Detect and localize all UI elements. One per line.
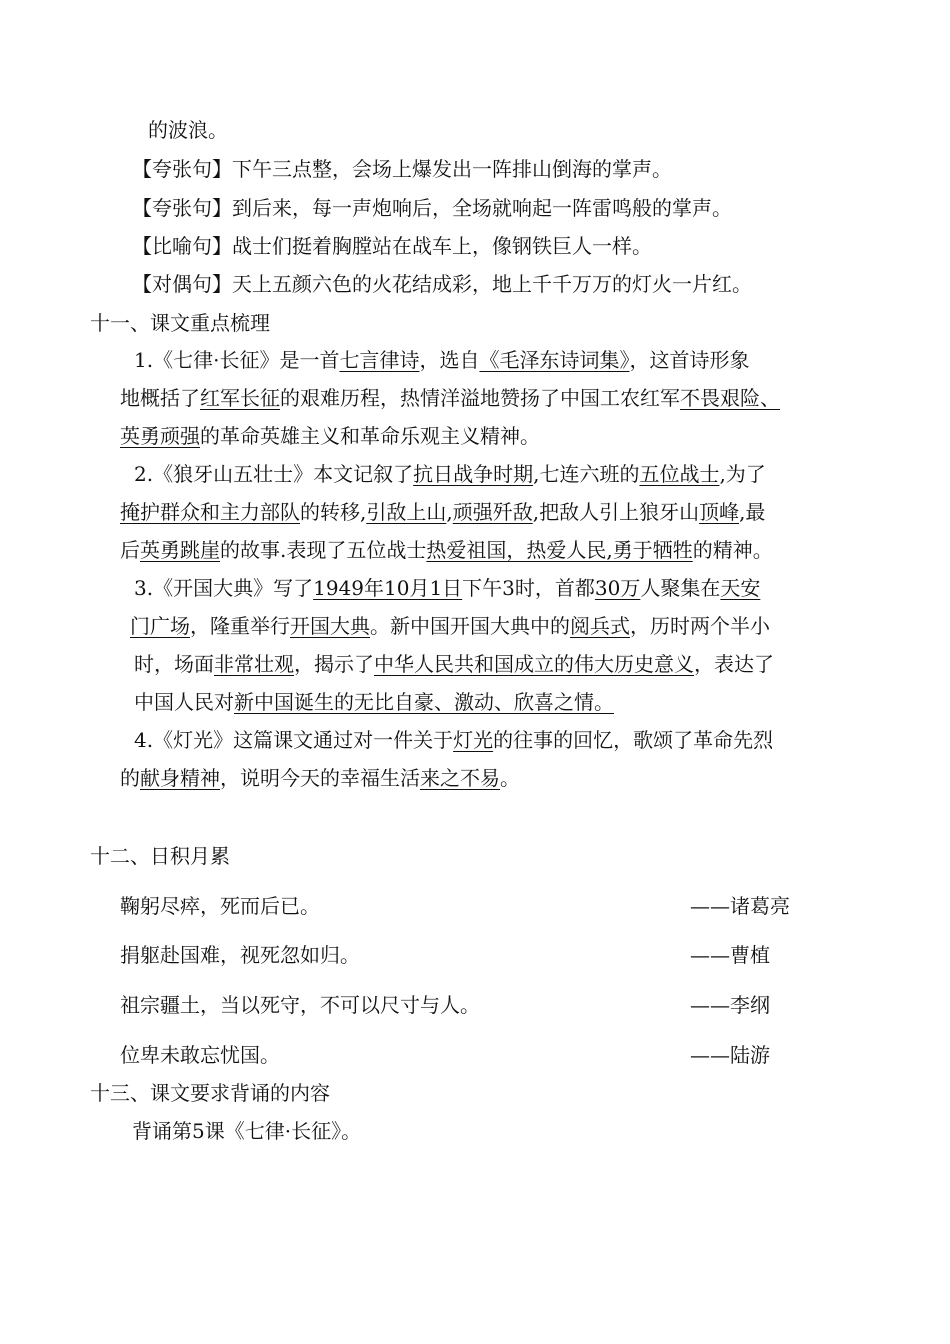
text-run: 的精神。 [692,538,773,562]
sentence-text: 下午三点整，会场上爆发出一阵排山倒海的掌声。 [232,157,672,181]
underlined-term: 热爱祖国，热爱人民,勇于牺牲 [426,538,693,562]
text-run: 的革命英雄主义和革命乐观主义精神。 [200,424,540,448]
quote-author: ——李纲 [690,993,770,1017]
paragraph-line [134,574,760,602]
text-run: 的往事的回忆，歌颂了革命先烈 [493,728,774,752]
section-heading: 十一、课文重点梳理 [90,311,270,335]
underlined-term: 新中国诞生的无比自豪、激动、欣喜之情。 [234,690,614,714]
quote-text: 鞠躬尽瘁，死而后已。 [120,894,320,918]
underlined-term: 开国大典 [290,614,370,638]
underlined-term: 英勇顽强 [120,424,200,448]
quote-text: 位卑未敢忘忧国。 [120,1043,280,1067]
text-run: 时，场面 [134,652,214,676]
sentence-text: 到后来，每一声炮响后，全场就响起一阵雷鸣般的掌声。 [232,196,732,220]
text-run: ,七连六班的 [533,462,640,486]
underlined-term: 顽强歼敌 [452,500,533,524]
paragraph-line [120,498,765,526]
text-run: 后 [120,538,140,562]
underlined-term: 阅兵式 [570,614,630,638]
paragraph-line [130,612,770,640]
underlined-term: 红军长征 [200,386,280,410]
text-run: 人聚集在 [640,576,721,600]
text-run: ,最 [739,500,766,524]
underlined-term: 天安 [720,576,761,600]
text-run: ，历时两个半小 [630,614,770,638]
paragraph-line [120,764,520,792]
underlined-term: 掩护群众和主力部队 [120,500,300,524]
underlined-term: 英勇跳崖 [140,538,220,562]
text-run: 的 [120,766,140,790]
underlined-term: 中华人民共和国成立的伟大历史意义 [374,652,694,676]
underlined-term: 抗日战争时期 [413,462,534,486]
text-run: 3.《开国大典》写了 [134,576,314,600]
paragraph-line [134,460,766,488]
text-run: 的艰难历程，热情洋溢地赞扬了中国工农红军 [280,386,680,410]
text-run: 中国人民对 [134,690,234,714]
text-run: , [446,500,453,524]
underlined-term: 引敌上山 [366,500,447,524]
sentence-tag: 【对偶句】 [132,272,232,296]
sentence-tag: 【比喻句】 [132,234,232,258]
text-run: ，隆重举行 [190,614,290,638]
underlined-term: 门广场 [130,614,190,638]
paragraph-line [134,726,773,754]
text-run: 2.《狼牙山五壮士》本文记叙了 [134,462,414,486]
underlined-term: 灯光 [453,728,494,752]
underlined-term: 30万 [594,576,641,600]
quote-author: ——诸葛亮 [690,894,790,918]
text-run: 。新中国开国大典中的 [370,614,570,638]
text-run: 下午3时，首都 [462,576,595,600]
paragraph-line [134,688,614,716]
underlined-term: 1949年10月1日 [313,576,463,600]
underlined-term: 七言律诗 [339,348,420,372]
text-run: ，选自 [419,348,480,372]
example-sentence [132,155,672,183]
quote-text: 捐躯赴国难，视死忽如归。 [120,943,360,967]
text-run: ，这首诗形象 [629,348,750,372]
paragraph-line [120,384,780,412]
underlined-term: 不畏艰险、 [680,386,780,410]
text-run: ，表达了 [694,652,774,676]
text-run: ，说明今天的幸福生活 [220,766,420,790]
sentence-tag: 【夸张句】 [132,157,232,181]
sentence-text: 天上五颜六色的火花结成彩，地上千千万万的灯火一片红。 [232,272,752,296]
text-run: 的转移, [300,500,367,524]
text-run: ,把敌人引上狼牙山 [532,500,700,524]
sentence-tag: 【夸张句】 [132,196,232,220]
text-run: 。 [500,766,520,790]
quote-author: ——陆游 [690,1043,770,1067]
text-run: 4.《灯光》这篇课文通过对一件关于 [134,728,454,752]
text-run: ，揭示了 [294,652,374,676]
text-run: 地概括了 [120,386,200,410]
example-sentence [132,194,732,222]
underlined-term: 非常壮观 [214,652,294,676]
underlined-term: 《毛泽东诗词集》 [479,348,630,372]
quote-text: 祖宗疆土，当以死守，不可以尺寸与人。 [120,993,480,1017]
paragraph-line [120,422,540,450]
section-heading: 十二、日积月累 [90,844,230,868]
example-sentence [132,270,752,298]
paragraph-line [120,536,773,564]
underlined-term: 五位战士 [639,462,720,486]
underlined-term: 来之不易 [420,766,500,790]
text-run: 1.《七律·长征》是一首 [134,348,340,372]
text-run: 的故事.表现了五位战士 [220,538,427,562]
paragraph-line [134,650,774,678]
example-sentence [132,232,652,260]
quote-author: ——曹植 [690,943,770,967]
sentence-text: 战士们挺着胸膛站在战车上，像钢铁巨人一样。 [232,234,652,258]
section-heading: 十三、课文要求背诵的内容 [90,1081,330,1105]
paragraph-line [134,346,749,374]
continued-text: 的波浪。 [148,118,228,142]
text-run: ,为了 [719,462,766,486]
underlined-term: 献身精神 [140,766,220,790]
recitation-content: 背诵第5课《七律·长征》。 [132,1119,362,1143]
underlined-term: 顶峰 [699,500,740,524]
